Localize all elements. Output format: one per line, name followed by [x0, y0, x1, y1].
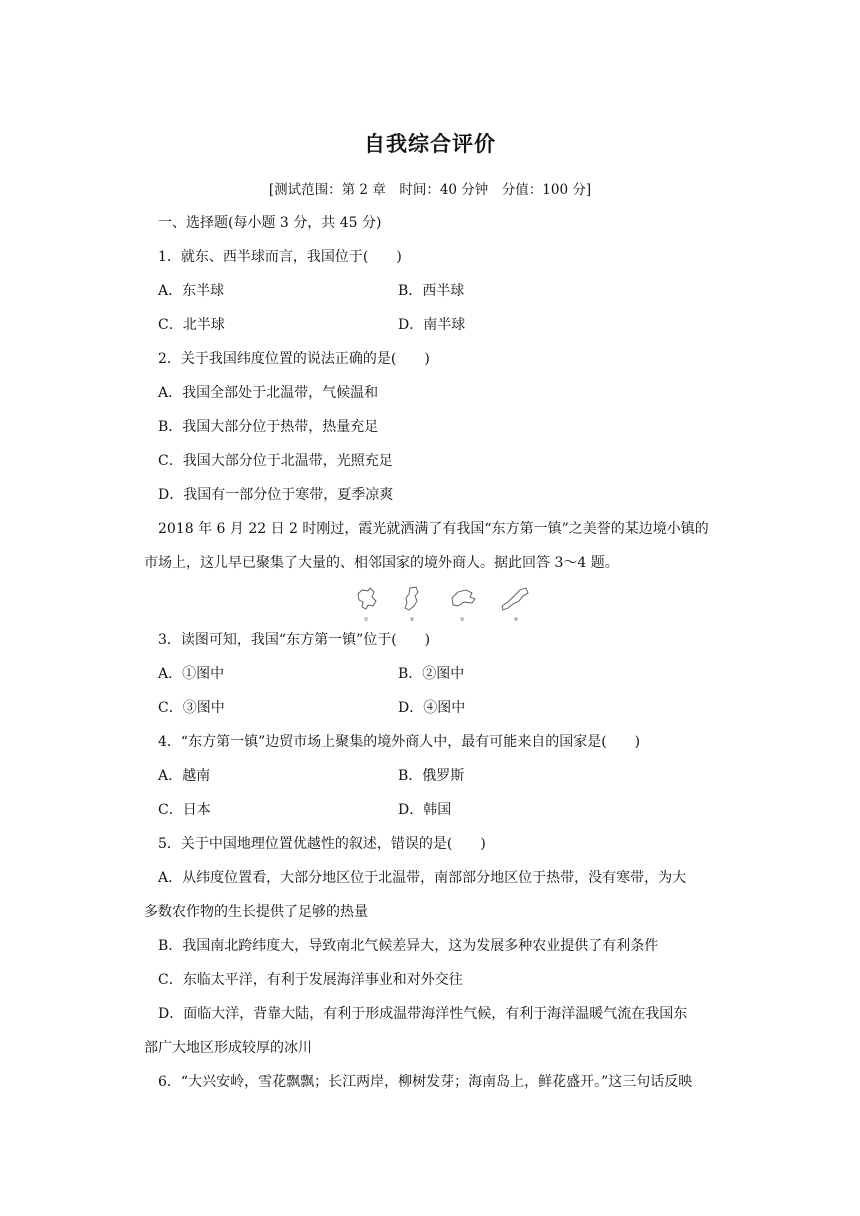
map-label-4: ④ — [513, 617, 519, 623]
page-title: 自我综合评价 — [364, 132, 496, 156]
q4-option-c: C．日本 — [158, 802, 211, 818]
q3-option-d: D．④图中 — [398, 700, 466, 716]
q4-option-d: D．韩国 — [398, 802, 452, 818]
map-3-icon — [452, 590, 475, 606]
test-range: [测试范围：第 2 章 时间：40 分钟 分值：100 分] — [268, 182, 592, 198]
q2-option-a: A．我国全部处于北温带，气候温和 — [158, 385, 379, 401]
q4-option-b: B．俄罗斯 — [398, 768, 465, 784]
q1-option-b: B．西半球 — [398, 283, 465, 299]
map-label-3: ③ — [459, 617, 465, 623]
map-1-icon — [358, 588, 376, 609]
q2-option-d: D．我国有一部分位于寒带，夏季凉爽 — [158, 487, 394, 503]
map-label-2: ② — [409, 617, 415, 623]
map-label-1: ① — [363, 617, 369, 623]
q5-option-c: C．东临太平洋，有利于发展海洋事业和对外交往 — [158, 972, 463, 988]
q3-option-a: A．①图中 — [158, 666, 225, 682]
q3-option-c: C．③图中 — [158, 700, 225, 716]
q2-option-c: C．我国大部分位于北温带，光照充足 — [158, 453, 393, 469]
q5-stem: 5．关于中国地理位置优越性的叙述，错误的是( ) — [158, 836, 486, 852]
q5-option-a-line-1: A．从纬度位置看，大部分地区位于北温带，南部部分地区位于热带，没有寒带，为大 — [158, 870, 687, 886]
section-heading: 一、选择题(每小题 3 分，共 45 分) — [158, 215, 382, 231]
q5-option-a-line-2: 多数农作物的生长提供了足够的热量 — [144, 904, 368, 920]
province-maps-figure — [354, 584, 530, 624]
q1-option-d: D．南半球 — [398, 317, 466, 333]
passage-line-2: 市场上，这儿早已聚集了大量的、相邻国家的境外商人。据此回答 3～4 题。 — [144, 555, 619, 571]
passage-line-1: 2018 年 6 月 22 日 2 时刚过，霞光就洒满了有我国“东方第一镇”之美誉的某边境小镇的 — [158, 521, 709, 537]
map-2-icon — [405, 587, 418, 610]
q6-stem: 6．“大兴安岭，雪花飘飘；长江两岸，柳树发芽；海南岛上，鲜花盛开。”这三句话反映 — [158, 1074, 693, 1090]
q1-stem: 1．就东、西半球而言，我国位于( ) — [158, 249, 402, 265]
q1-option-a: A．东半球 — [158, 283, 225, 299]
q5-option-d-line-1: D．面临大洋，背靠大陆，有利于形成温带海洋性气候，有利于海洋温暖气流在我国东 — [158, 1006, 688, 1022]
q4-option-a: A．越南 — [158, 768, 211, 784]
q5-option-b: B．我国南北跨纬度大，导致南北气候差异大，这为发展多种农业提供了有利条件 — [158, 938, 659, 954]
map-4-icon — [502, 588, 528, 610]
q1-option-c: C．北半球 — [158, 317, 225, 333]
q5-option-d-line-2: 部广大地区形成较厚的冰川 — [144, 1040, 312, 1056]
q2-stem: 2．关于我国纬度位置的说法正确的是( ) — [158, 351, 430, 367]
q3-option-b: B．②图中 — [398, 666, 465, 682]
q2-option-b: B．我国大部分位于热带，热量充足 — [158, 419, 379, 435]
q4-stem: 4．“东方第一镇”边贸市场上聚集的境外商人中，最有可能来自的国家是( ) — [158, 734, 641, 750]
q3-stem: 3．读图可知，我国“东方第一镇”位于( ) — [158, 632, 431, 648]
